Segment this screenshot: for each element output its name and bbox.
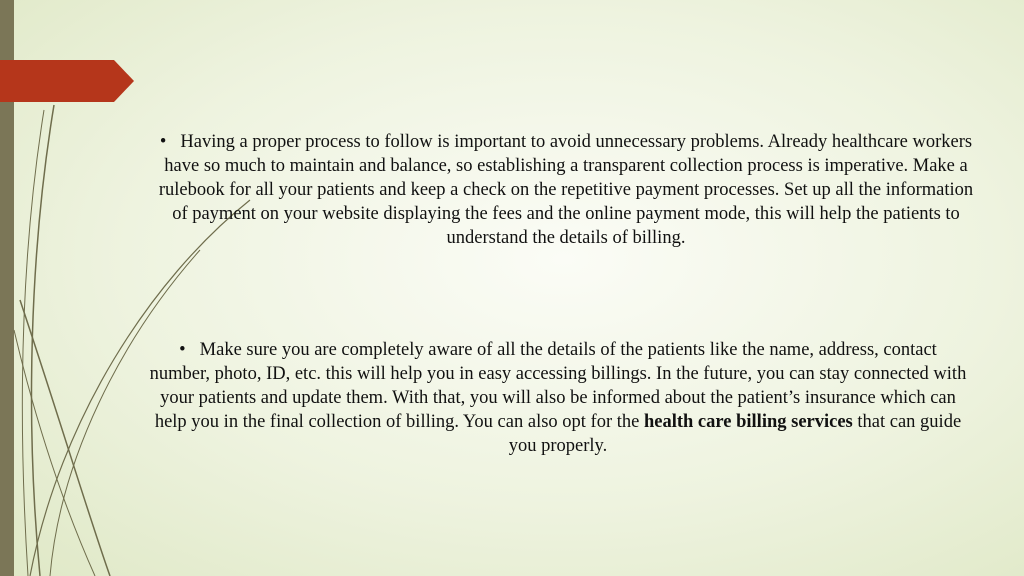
bullet-text-end: that can guide you properly. <box>508 412 962 456</box>
bullet-item-2 <box>148 338 968 458</box>
arrow-tab <box>0 60 134 102</box>
bullet-text: Having a proper process to follow is important to avoid unnecessary problems. Already healthcare workers have so much to maintain and balance, so establishing a transparent collection process is imperative. Make a rulebook for all your patients and keep a check on the repetitive payment processes. Set up all the information of payment on your website displaying the fees and the online payment mode, this will help the patients to understand the details of billing. <box>158 132 974 248</box>
health-care-billing-services-text: health care billing services <box>643 412 853 432</box>
bullet-item-1 <box>158 130 974 250</box>
bullet-text: Make sure you are completely aware of all the details of the patients like the name, address, contact number, photo, ID, etc. this will help you in easy accessing billings. In the future, you can stay connected with your patients and update them. With that, you will also be informed about the patient’s insurance which can help you in the final collection of billing. You can also opt for the <box>149 340 967 432</box>
bullet-marker: • <box>179 340 186 360</box>
bullet-marker: • <box>159 132 167 152</box>
